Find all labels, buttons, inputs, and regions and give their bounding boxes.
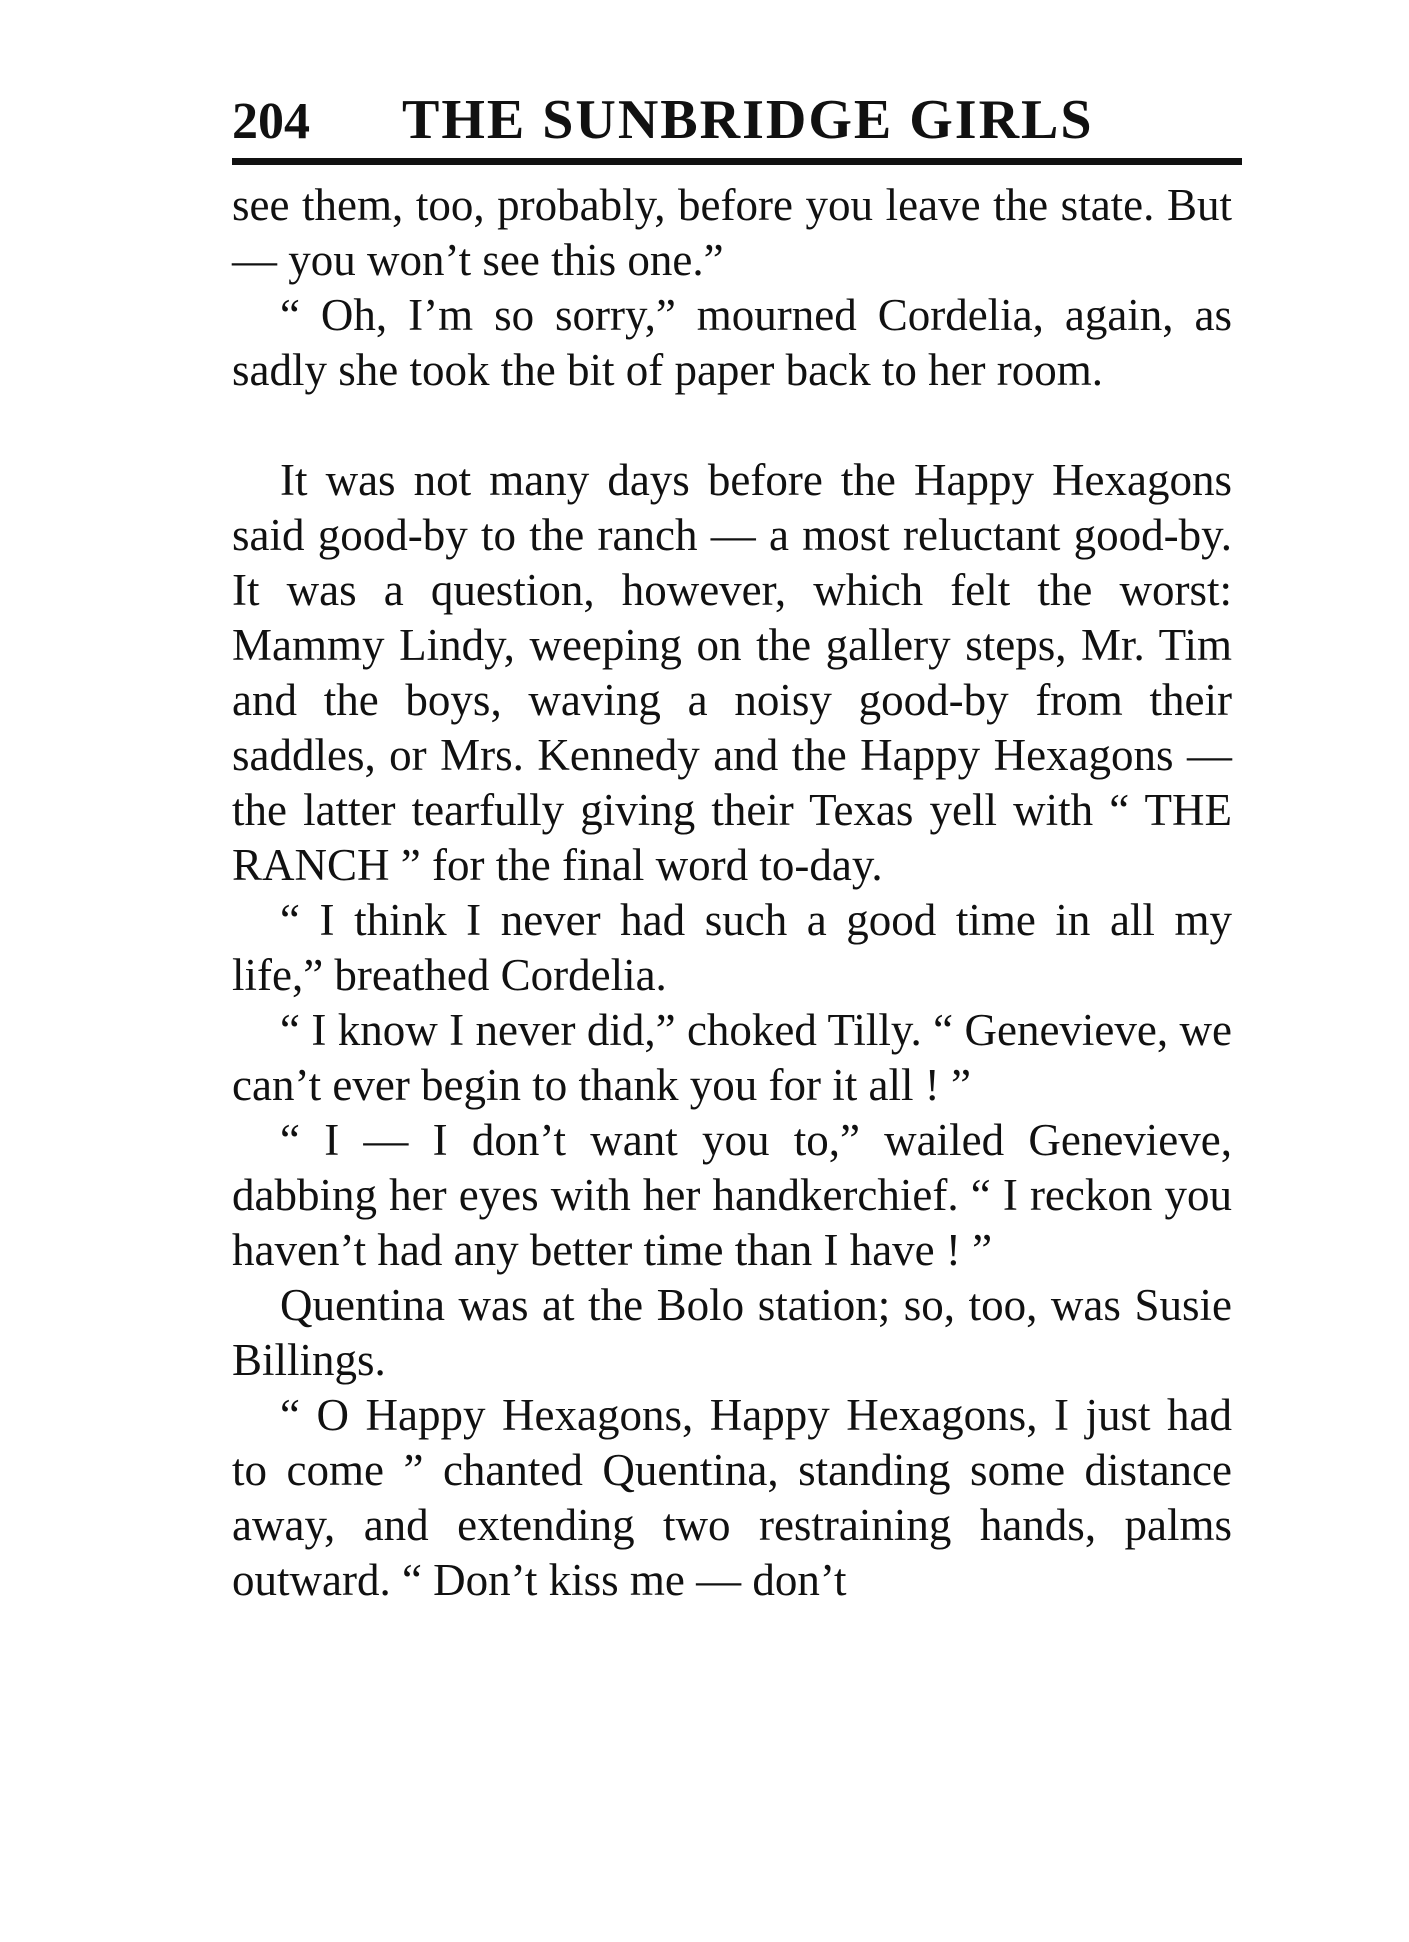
running-title: THE SUNBRIDGE GIRLS [402, 89, 1094, 151]
paragraph: “ I — I don’t want you to,” wailed Genevieve, dabbing her eyes with her handkerchief. “ I reckon you haven’t had any better time than I have ! ” [232, 1115, 1232, 1275]
section-break [232, 398, 1232, 453]
body-text [232, 178, 1232, 1608]
paragraph: “ Oh, I’m so sorry,” mourned Cordelia, again, as sadly she took the bit of paper back to her room. [232, 290, 1232, 395]
page-header [232, 84, 1242, 154]
paragraph: “ I think I never had such a good time in all my life,” breathed Cordelia. [232, 895, 1232, 1000]
paragraph: “ O Happy Hexagons, Happy Hexagons, I just had to come ” chanted Quentina, standing some distance away, and extending two restraining hands, palms outward. “ Don’t kiss me — don’t [232, 1390, 1232, 1605]
header-rule [232, 158, 1242, 165]
paragraph: It was not many days before the Happy Hexagons said good-by to the ranch — a most reluctant good-by. It was a question, however, which felt the worst: Mammy Lindy, weeping on the gallery steps, Mr. Tim and the boys, waving a noisy good-by from their saddles, or Mrs. Kennedy and the Happy Hexagons — the latter tearfully giving their Texas yell with “ THE RANCH ” for the final word to-day. [232, 455, 1232, 890]
page-number: 204 [232, 93, 310, 150]
paragraph: “ I know I never did,” choked Tilly. “ Genevieve, we can’t ever begin to thank you for it all ! ” [232, 1005, 1232, 1110]
paragraph: Quentina was at the Bolo station; so, too, was Susie Billings. [232, 1280, 1232, 1385]
paragraph-continuation: see them, too, probably, before you leave the state. But — you won’t see this one.” [232, 180, 1232, 285]
